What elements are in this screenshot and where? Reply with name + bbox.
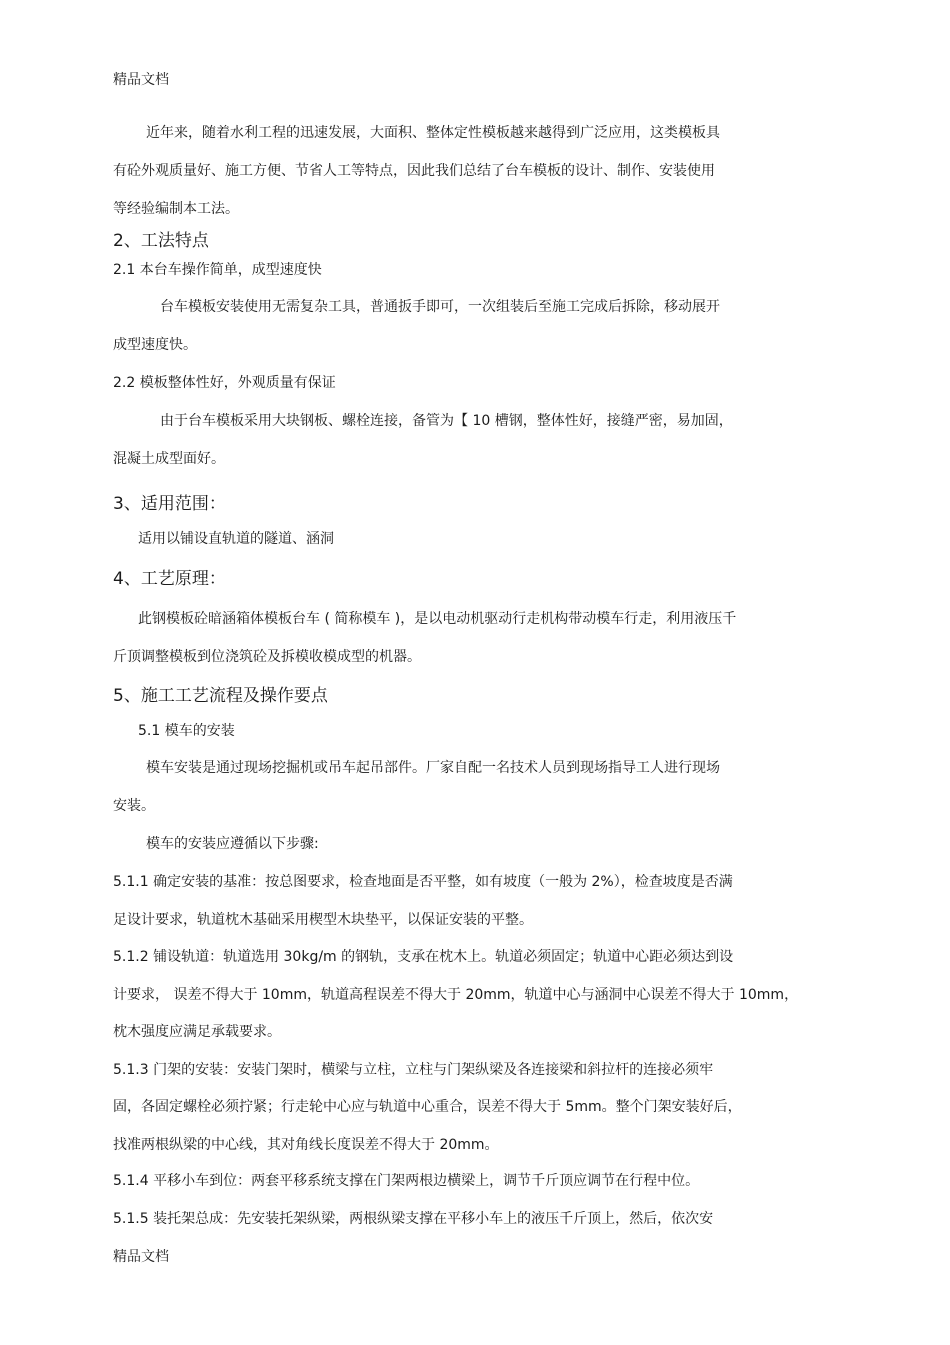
- paragraph-2-1-line-1: 台车模板安装使用无需复杂工具，普通扳手即可，一次组装后至施工完成后拆除，移动展开: [160, 299, 720, 315]
- intro-line-2: 有砼外观质量好、施工方便、节省人工等特点，因此我们总结了台车模板的设计、制作、安装使用: [113, 163, 715, 179]
- item-5-1-4: 5.1.4 平移小车到位：两套平移系统支撑在门架两根边横梁上，调节千斤顶应调节在行程中位。: [113, 1173, 700, 1189]
- item-5-1-2-line-2: 计要求， 误差不得大于 10mm，轨道高程误差不得大于 20mm，轨道中心与涵洞中心误差不得大于 10mm，: [113, 987, 799, 1003]
- page-header: 精品文档: [113, 72, 169, 88]
- paragraph-4-line-1: 此钢模板砼暗涵箱体模板台车 ( 简称模车 )，是以电动机驱动行走机构带动模车行走，利用液压千: [138, 611, 737, 627]
- page-footer: 精品文档: [113, 1249, 169, 1265]
- item-5-1-1-line-1: 5.1.1 确定安装的基准：按总图要求，检查地面是否平整，如有坡度（一般为 2%），检查坡度是否满: [113, 874, 733, 890]
- item-5-1-2-line-1: 5.1.2 铺设轨道：轨道选用 30kg/m 的钢轨，支承在枕木上。轨道必须固定；轨道中心距必须达到设: [113, 949, 734, 965]
- subsection-5-1: 5.1 模车的安装: [138, 723, 235, 739]
- intro-line-3: 等经验编制本工法。: [113, 201, 239, 217]
- item-5-1-3-line-3: 找准两根纵梁的中心线，其对角线长度误差不得大于 20mm。: [113, 1137, 499, 1153]
- paragraph-4-line-2: 斤顶调整模板到位浇筑砼及拆模收模成型的机器。: [113, 649, 421, 665]
- item-5-1-1-line-2: 足设计要求，轨道枕木基础采用楔型木块垫平，以保证安装的平整。: [113, 912, 533, 928]
- paragraph-2-2-line-1: 由于台车模板采用大块钢板、螺栓连接，备管为【 10 槽钢，整体性好，接缝严密，易加固，: [160, 413, 733, 429]
- item-5-1-2-line-3: 枕木强度应满足承载要求。: [113, 1024, 281, 1040]
- item-5-1-5: 5.1.5 装托架总成：先安装托架纵梁，两根纵梁支撑在平移小车上的液压千斤顶上，然后，依次安: [113, 1211, 714, 1227]
- paragraph-2-2-line-2: 混凝土成型面好。: [113, 451, 225, 467]
- item-5-1-3-line-1: 5.1.3 门架的安装：安装门架时，横梁与立柱，立柱与门架纵梁及各连接梁和斜拉杆的连接必须牢: [113, 1062, 714, 1078]
- section-heading-3: 3、适用范围：: [113, 494, 226, 514]
- section-heading-2: 2、工法特点: [113, 231, 209, 251]
- item-5-1-3-line-2: 固，各固定螺栓必须拧紧；行走轮中心应与轨道中心重合，误差不得大于 5mm。整个门架安装好后，: [113, 1099, 742, 1115]
- subsection-2-2: 2.2 模板整体性好，外观质量有保证: [113, 375, 336, 391]
- paragraph-2-1-line-2: 成型速度快。: [113, 337, 197, 353]
- section-heading-4: 4、工艺原理：: [113, 569, 226, 589]
- subsection-2-1: 2.1 本台车操作简单，成型速度快: [113, 262, 322, 278]
- paragraph-5-1-line-1: 模车安装是通过现场挖掘机或吊车起吊部件。厂家自配一名技术人员到现场指导工人进行现场: [146, 760, 720, 776]
- section-heading-5: 5、施工工艺流程及操作要点: [113, 686, 328, 706]
- paragraph-3: 适用以铺设直轨道的隧道、涵洞: [138, 531, 334, 547]
- paragraph-5-1-line-3: 模车的安装应遵循以下步骤:: [146, 836, 319, 852]
- intro-line-1: 近年来，随着水利工程的迅速发展，大面积、整体定性模板越来越得到广泛应用，这类模板具: [146, 125, 720, 141]
- paragraph-5-1-line-2: 安装。: [113, 798, 155, 814]
